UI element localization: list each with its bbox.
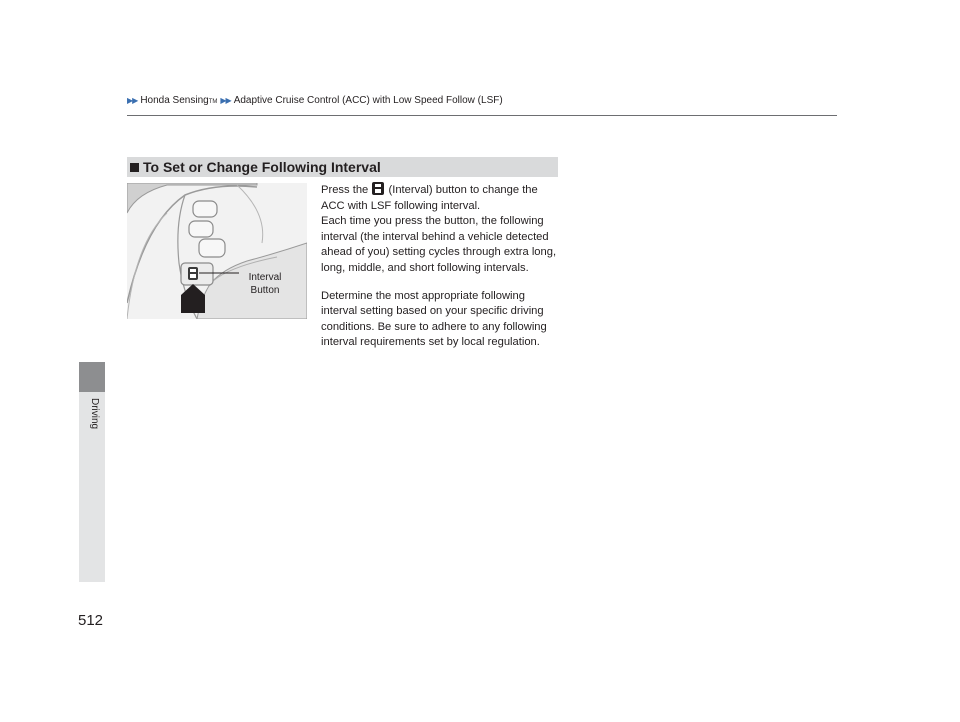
- callout-line-1: Interval: [248, 272, 282, 283]
- interval-icon: [372, 182, 384, 195]
- breadcrumb: [127, 95, 503, 106]
- chapter-tab-marker: [79, 362, 105, 392]
- breadcrumb-arrow-icon: ▶▶: [220, 96, 231, 105]
- chapter-label[interactable]: Driving: [89, 398, 100, 430]
- paragraph-gap: [321, 277, 561, 289]
- paragraph-interval-cycle: Each time you press the button, the following interval (the interval behind a vehicle detected ahead of you) setting cycles through extra long, long, middle, and short following intervals.: [321, 215, 557, 274]
- instruction-text: [321, 182, 561, 351]
- interval-button-callout: [240, 271, 290, 297]
- breadcrumb-acc-lsf[interactable]: Adaptive Cruise Control (ACC) with Low Speed Follow (LSF): [233, 95, 503, 106]
- header-divider: [127, 115, 837, 116]
- breadcrumb-honda-sensing[interactable]: Honda Sensing: [140, 95, 209, 106]
- section-heading: [127, 157, 558, 177]
- section-title: To Set or Change Following Interval: [143, 159, 381, 175]
- breadcrumb-arrow-icon: ▶▶: [127, 96, 138, 105]
- steering-wheel-drawing: [127, 183, 307, 319]
- steering-wheel-illustration: [127, 183, 307, 319]
- heading-square-icon: [130, 163, 139, 172]
- paragraph-press-interval: [321, 182, 561, 214]
- page-number: 512: [78, 612, 104, 629]
- callout-line-2: Button: [250, 285, 280, 296]
- paragraph-interval-advice: Determine the most appropriate following interval setting based on your specific driving conditions. Be sure to adhere to any following interval requirements set by local regulation.: [321, 289, 547, 349]
- para1-lead: Press the: [321, 184, 369, 196]
- trademark-mark: TM: [208, 99, 218, 105]
- para1-rest: (Interval) button to change the ACC with LSF following interval.: [321, 184, 538, 212]
